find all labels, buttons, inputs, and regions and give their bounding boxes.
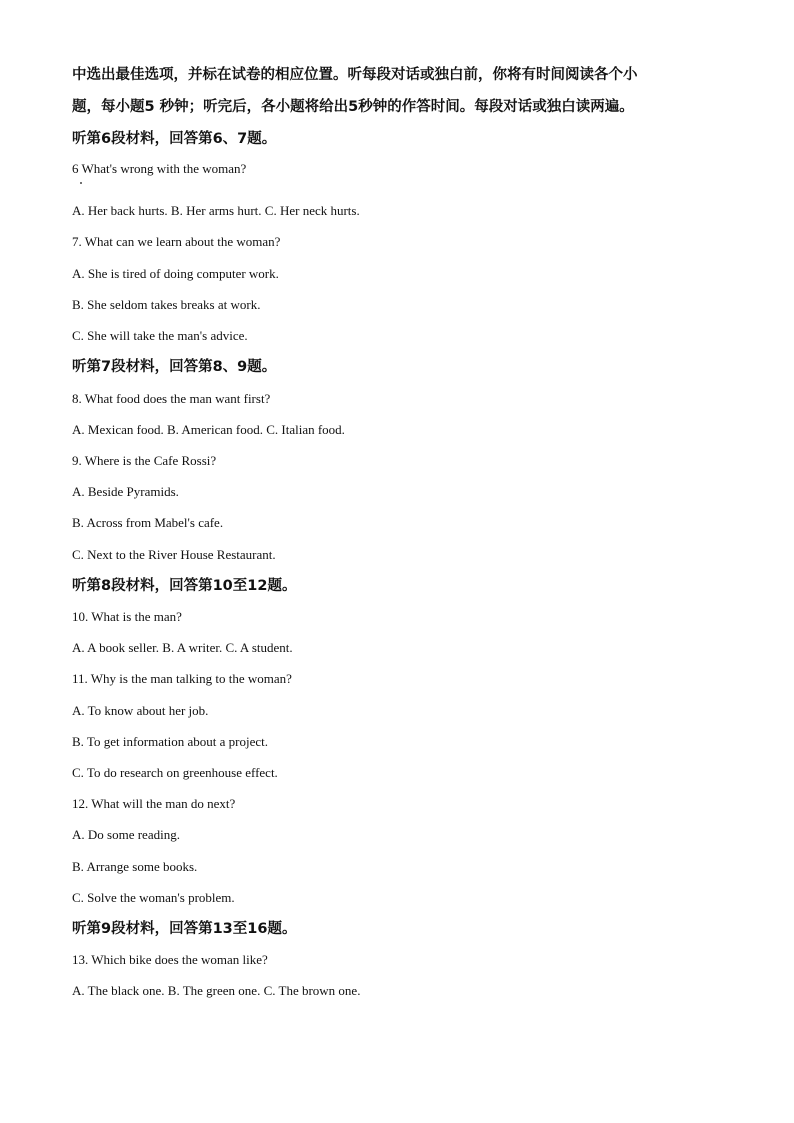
question-6-stem: 6 What's wrong with the woman? (72, 161, 247, 176)
question-9-option-c: C. Next to the River House Restaurant. (72, 547, 276, 562)
question-12-option-b: B. Arrange some books. (72, 859, 198, 874)
question-7-option-b: B. She seldom takes breaks at work. (72, 297, 261, 312)
instructions-line-2: 题，每小题5 秒钟；听完后，各小题将给出5秒钟的作答时间。每段对话或独白读两遍。 (72, 99, 634, 115)
section-heading-6: 听第6段材料，回答第6、7题。 (72, 131, 277, 147)
question-13-options: A. The black one. B. The green one. C. The brown one. (72, 983, 361, 998)
question-10-stem: 10. What is the man? (72, 609, 182, 624)
question-11-option-a: A. To know about her job. (72, 703, 209, 718)
question-8-stem: 8. What food does the man want first? (72, 391, 271, 406)
question-11-stem: 11. Why is the man talking to the woman? (72, 671, 292, 686)
question-11-option-c: C. To do research on greenhouse effect. (72, 765, 278, 780)
section-heading-9: 听第9段材料，回答第13至16题。 (72, 921, 297, 937)
question-11-option-b: B. To get information about a project. (72, 734, 268, 749)
question-10-options: A. A book seller. B. A writer. C. A student. (72, 640, 293, 655)
question-9-option-b: B. Across from Mabel's cafe. (72, 515, 224, 530)
question-7-stem: 7. What can we learn about the woman? (72, 234, 281, 249)
instructions-line-1: 中选出最佳选项，并标在试卷的相应位置。听每段对话或独白前，你将有时间阅读各个小 (72, 67, 638, 83)
question-7-option-a: A. She is tired of doing computer work. (72, 266, 279, 281)
question-13-stem: 13. Which bike does the woman like? (72, 952, 268, 967)
question-12-option-c: C. Solve the woman's problem. (72, 890, 235, 905)
stray-mark (80, 182, 82, 184)
question-9-option-a: A. Beside Pyramids. (72, 484, 179, 499)
question-7-option-c: C. She will take the man's advice. (72, 328, 248, 343)
question-8-options: A. Mexican food. B. American food. C. Italian food. (72, 422, 345, 437)
question-9-stem: 9. Where is the Cafe Rossi? (72, 453, 217, 468)
question-12-stem: 12. What will the man do next? (72, 796, 236, 811)
question-6-options: A. Her back hurts. B. Her arms hurt. C. Her neck hurts. (72, 203, 360, 218)
question-12-option-a: A. Do some reading. (72, 827, 180, 842)
section-heading-8: 听第8段材料，回答第10至12题。 (72, 578, 297, 594)
section-heading-7: 听第7段材料，回答第8、9题。 (72, 359, 277, 375)
